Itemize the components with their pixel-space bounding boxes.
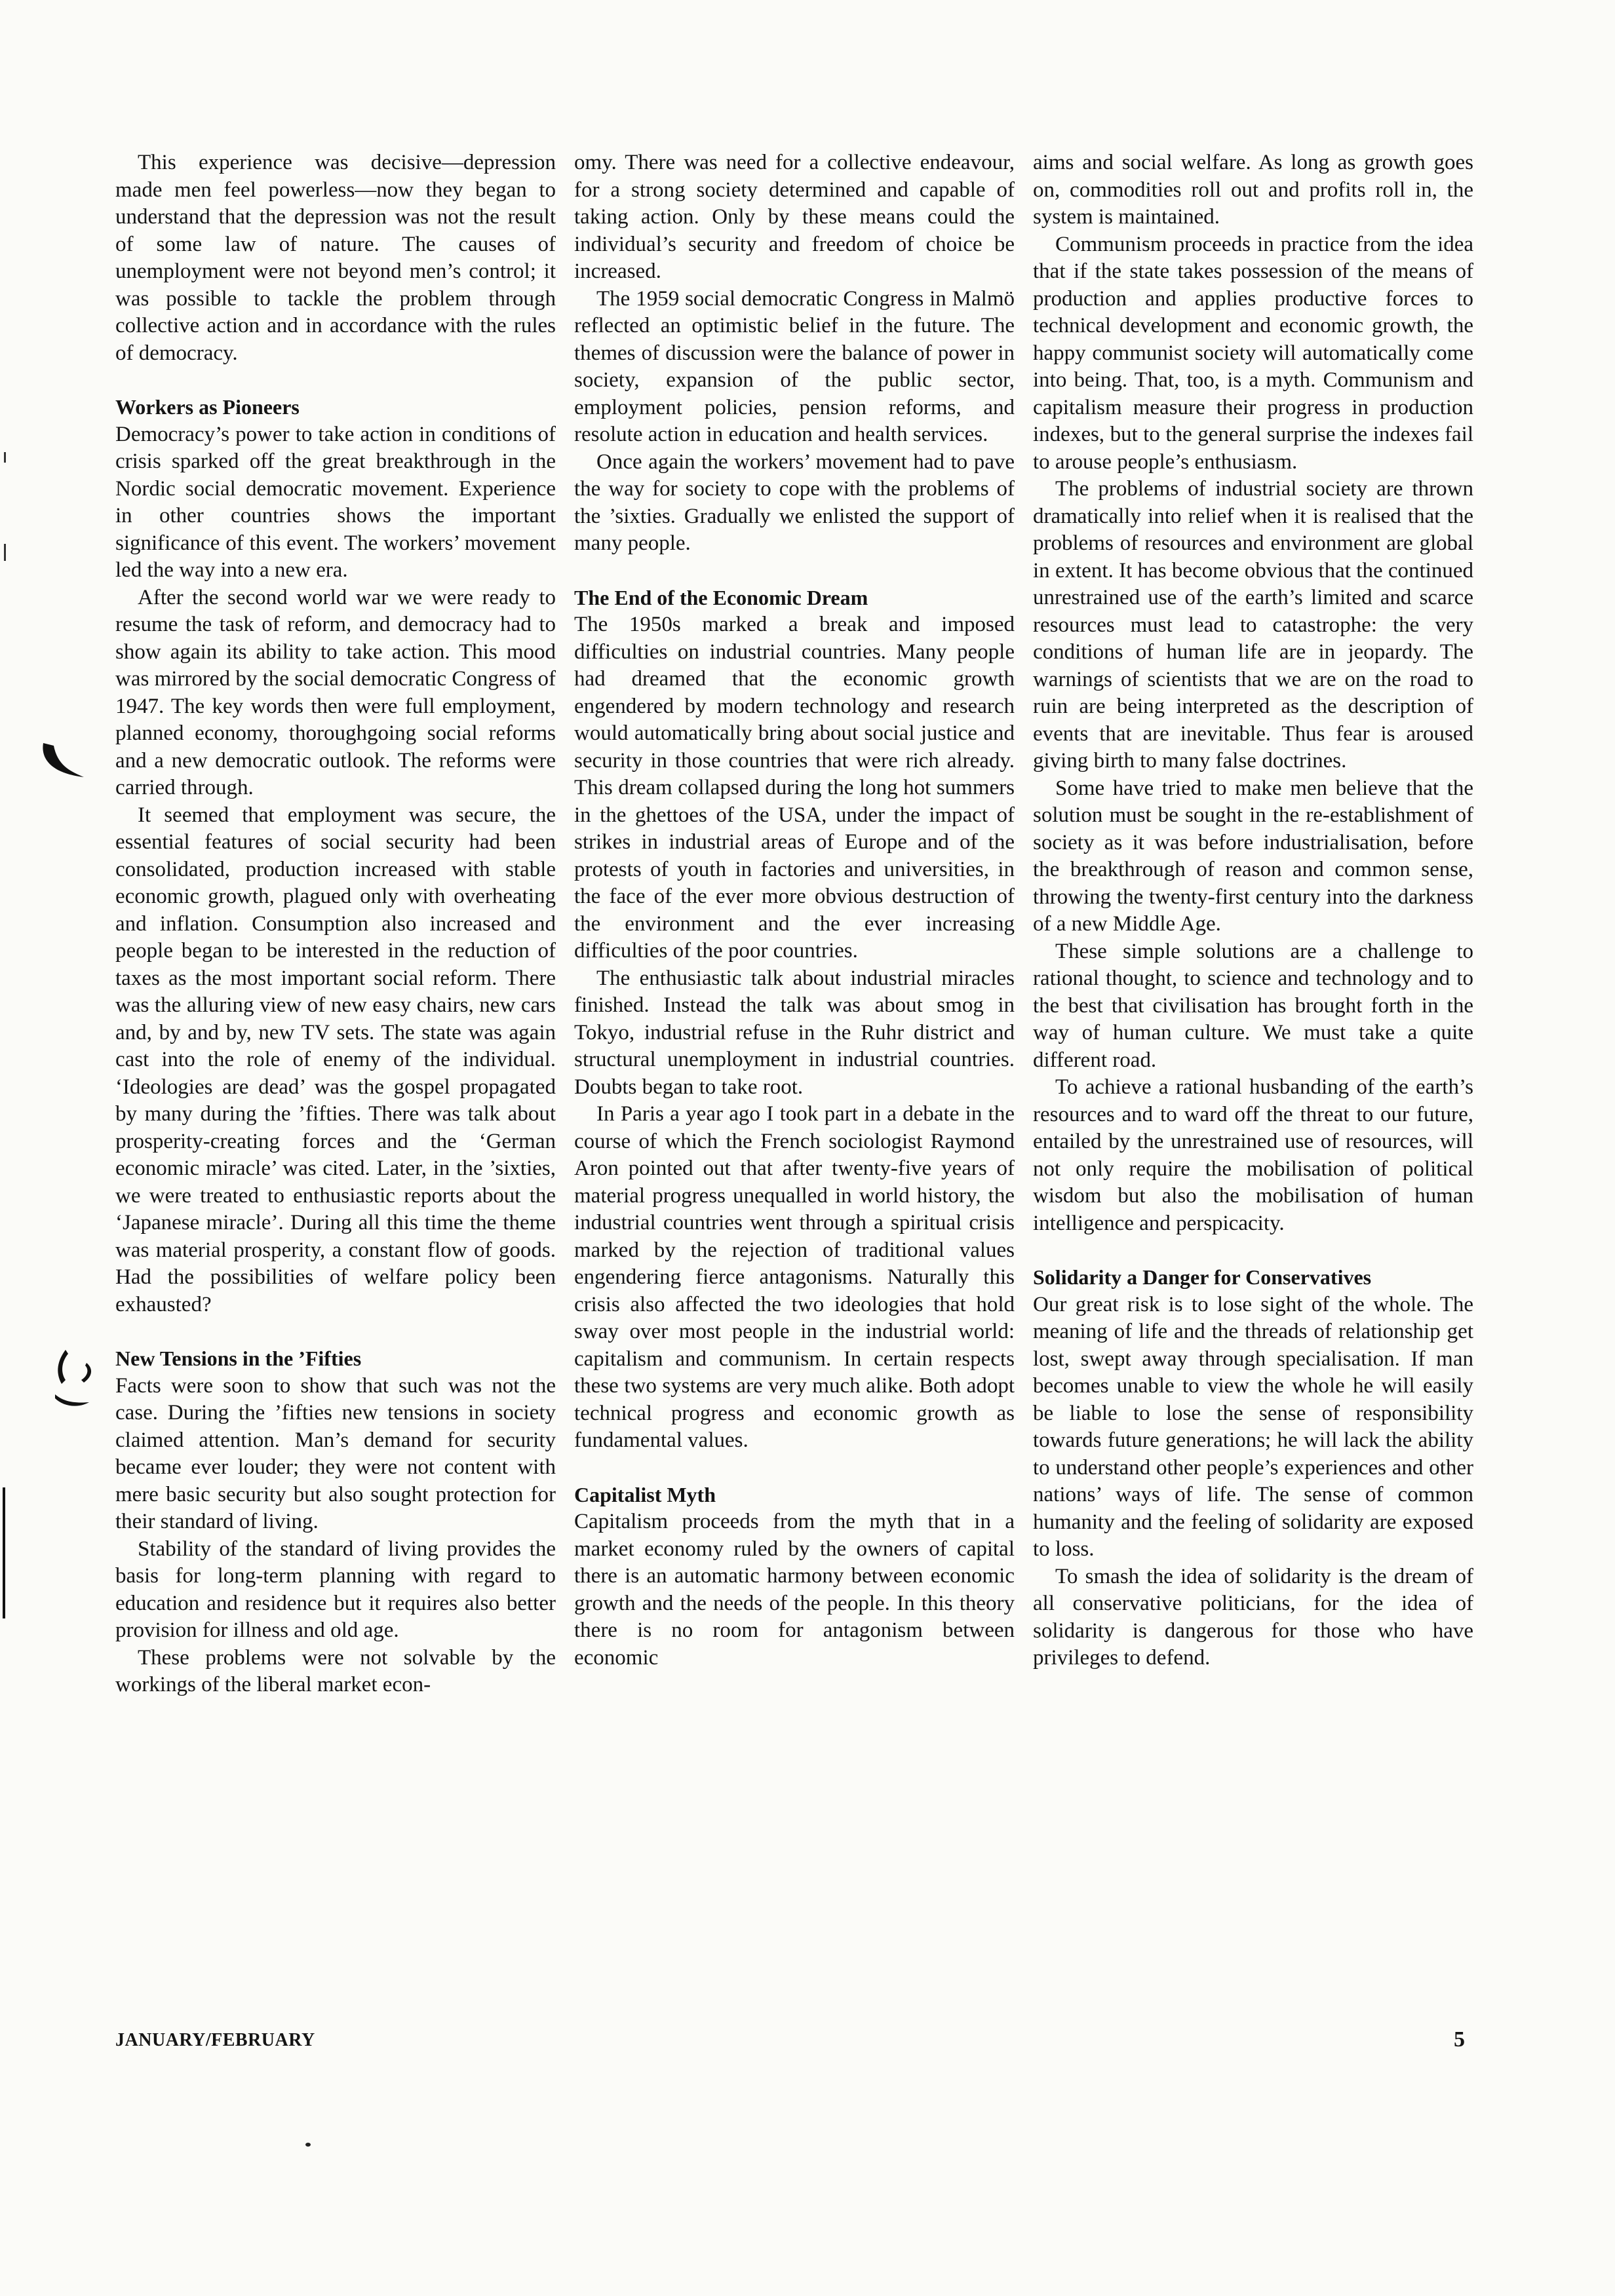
body-paragraph: Capitalism proceeds from the myth that in a market economy ruled by the owners of capital there is an automatic harmony between economic growth and the needs of the people. In this theory there is no room for antagonism between economic [574,1510,1015,1670]
body-paragraph: In Paris a year ago I took part in a debate in the course of which the French sociologist Raymond Aron pointed out that after twenty-five years of material progress unequalled in world history, the industrial countries went through a spiritual crisis marked by the rejection of traditional values engendering fierce antagonisms. Naturally this crisis also affected the two ideologies that hold sway over most people in the industrial world: capitalism and communism. In certain respects these two systems are very much alike. Both adopt technical progress and economic growth as fundamental values. [574,1102,1015,1452]
paragraph-spacer [574,1455,1015,1482]
binding-hole-mark [46,1346,105,1411]
article-column-2 [574,149,1015,1672]
body-paragraph: This experience was decisive—depression made men feel powerless—now they began to understand that the depression was not the result of some law of nature. The causes of unemployment were not beyond men’s control; it was possible to tackle the problem through collective action and in accordance with the rules of democracy. [115,151,556,365]
body-paragraph: aims and social welfare. As long as growth goes on, commodities roll out and profits roll in, the system is maintained. [1033,151,1473,229]
article-column-1 [115,149,556,1699]
section-heading: The End of the Economic Dream [574,585,868,609]
body-paragraph: These problems were not solvable by the workings of the liberal market econ- [115,1645,556,1696]
paragraph-spacer [115,1318,556,1345]
scan-edge-dot [3,544,8,564]
article-column-3 [1033,149,1473,1672]
body-paragraph: To achieve a rational husbanding of the earth’s resources and to ward off the threat to our future, entailed by the unrestrained use of resources, will not only require the mobilisation of political wisdom but also the mobilisation of human intelligence and perspicacity. [1033,1075,1473,1235]
paragraph-spacer [1033,1237,1473,1264]
body-paragraph: After the second world war we were ready to resume the task of reform, and democracy had to show again its ability to take action. This mood was mirrored by the social democratic Congress of 1947. The key words then were full employment, planned economy, thoroughgoing social reforms and a new democratic outlook. The reforms were carried through. [115,585,556,799]
body-paragraph: The 1959 social democratic Congress in Malmö reflected an optimistic belief in the future. The themes of discussion were the balance of power in society, expansion of the public sector, employment policies, pension reforms, and resolute action in education and health services. [574,286,1015,446]
section-heading: Workers as Pioneers [115,395,300,419]
body-paragraph: Once again the workers’ movement had to pave the way for society to cope with the problems of the ’sixties. Gradually we enlisted the support of many people. [574,450,1015,555]
body-paragraph: Some have tried to make men believe that the solution must be sought in the re-establishment of society as it was before industrialisation, before the breakthrough of reason and common sense, throwing the twenty-first century into the darkness of a new Middle Age. [1033,776,1473,936]
body-paragraph: The 1950s marked a break and imposed difficulties on industrial countries. Many people had dreamed that the economic growth engendered by modern technology and research would automatically bring about social justice and security in those countries that were rich already. This dream collapsed during the long hot summers in the ghettoes of the USA, under the impact of strikes in industrial areas of Europe and of the protests of youth in factories and universities, in the face of the ever more obvious destruction of the environment and the ever increasing difficulties of the poor countries. [574,613,1015,963]
section-heading: Solidarity a Danger for Conservatives [1033,1265,1372,1289]
paragraph-spacer [574,558,1015,584]
body-paragraph: Democracy’s power to take action in conditions of crisis sparked off the great breakthrough in the Nordic social democratic movement. Experience in other countries shows the important significance of this event. The workers’ movement led the way into a new era. [115,422,556,582]
body-paragraph: Communism proceeds in practice from the idea that if the state takes possession of the means of production and applies productive forces to technical development and economic growth, the happy communist society will automatically come into being. That, too, is a myth. Communism and capitalism measure their progress in production indexes, but to the general surprise the indexes fail to arouse people’s enthusiasm. [1033,232,1473,474]
body-paragraph: These simple solutions are a challenge to rational thought, to science and technology and to the best that civilisation has brought forth in the way of human culture. We must take a quite different road. [1033,939,1473,1072]
section-heading: Capitalist Myth [574,1482,716,1506]
body-paragraph: The problems of industrial society are thrown dramatically into relief when it is realised that the problems of resources and environment are global in extent. It has become obvious that the continued unrestrained use of the earth’s limited and scarce resources must lead to catastrophe: the very conditions of human life are in jeopardy. The warnings of scientists that we are on the road to ruin are being interpreted as the description of events that are inevitable. Thus fear is aroused giving birth to many false doctrines. [1033,477,1473,773]
binding-hole-mark [38,739,97,782]
paragraph-spacer [115,367,556,394]
scan-speck [304,2141,312,2148]
scan-edge-line [1,1487,8,1618]
body-paragraph: To smash the idea of solidarity is the dream of all conservative politicians, for the idea of solidarity is dangerous for those who have privileges to defend. [1033,1564,1473,1670]
body-paragraph: Facts were soon to show that such was not the case. During the ’fifties new tensions in society claimed attention. Man’s demand for security became ever louder; they were not content with mere basic security but also sought protection for their standard of living. [115,1373,556,1533]
body-paragraph: omy. There was need for a collective endeavour, for a strong society determined and capable of taking action. Only by these means could the individual’s security and freedom of choice be increased. [574,151,1015,283]
body-paragraph: It seemed that employment was secure, the essential features of social security had been consolidated, production increased with stable economic growth, plagued only with overheating and inflation. Consumption also increased and people began to be interested in the reduction of taxes as the most important social reform. There was the alluring view of new easy chairs, new cars and, by and by, new TV sets. The state was again cast into the role of enemy of the individual. ‘Ideologies are dead’ was the gospel propagated by many during the ’fifties. There was talk about prosperity-creating forces and the ‘German economic miracle’ was cited. Later, in the ’sixties, we were treated to enthusiastic reports about the ‘Japanese miracle’. During all this time the theme was material prosperity, a constant flow of goods. Had the possibilities of welfare policy been exhausted? [115,803,556,1316]
scan-edge-dot [3,452,8,465]
section-heading: New Tensions in the ’Fifties [115,1347,362,1370]
issue-footer: JANUARY/FEBRUARY [115,2030,315,2050]
page-number: 5 [1454,2027,1466,2052]
body-paragraph: Our great risk is to lose sight of the whole. The meaning of life and the threads of relationship get lost, swept away through specialisation. If man becomes unable to view the whole he will easily be liable to lose the sense of responsibility towards future generations; he will lack the ability to understand other people’s experiences and other nations’ ways of life. The sense of common humanity and the feeling of solidarity are exposed to loss. [1033,1292,1473,1561]
body-paragraph: Stability of the standard of living provides the basis for long-term planning with regard to education and residence but it requires also better provision for illness and old age. [115,1537,556,1642]
body-paragraph: The enthusiastic talk about industrial miracles finished. Instead the talk was about smog in Tokyo, industrial refuse in the Ruhr district and structural unemployment in industrial countries. Doubts began to take root. [574,966,1015,1099]
